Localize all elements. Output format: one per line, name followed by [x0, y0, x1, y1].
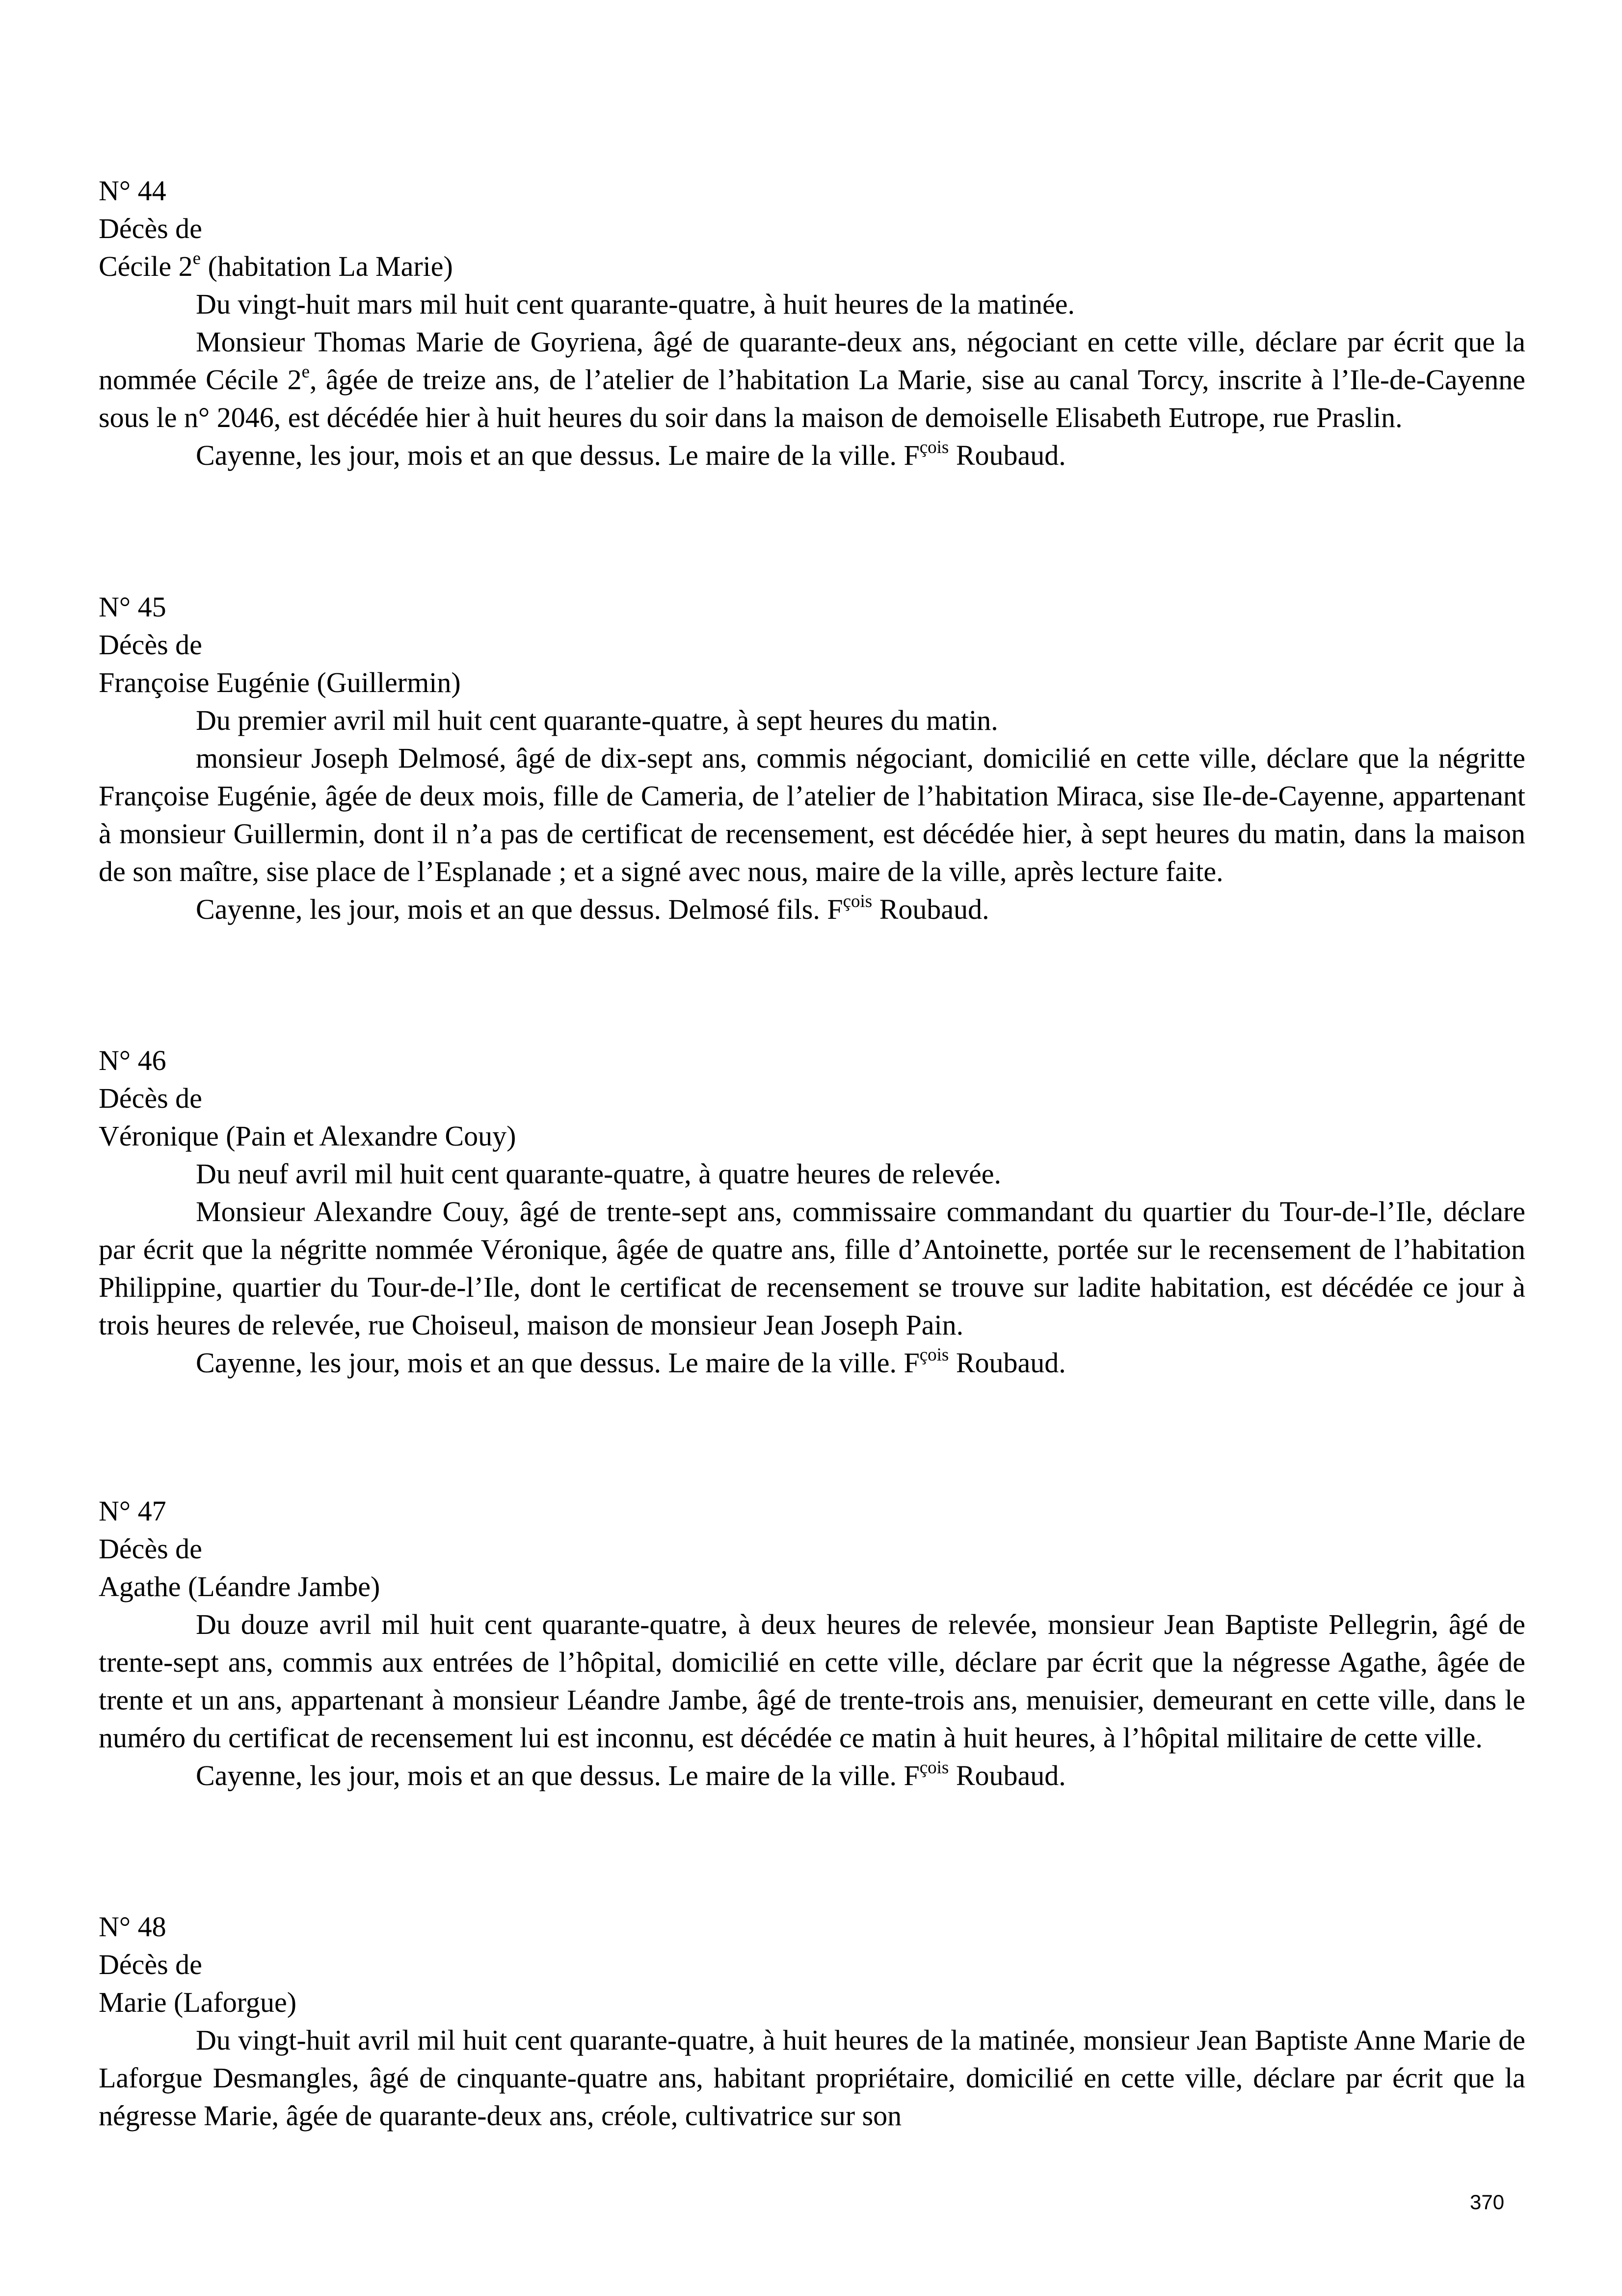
death-record-47: [99, 1492, 1525, 1794]
body-text-rest: , âgée de treize ans, de l’atelier de l’habitation La Marie, sise au canal Torcy, inscrite à l’Ile-de-Cayenne sous le n° 2046, est décédée hier à huit heures du soir dans la maison de demoiselle Elisabeth Eutrope, rue Praslin.: [99, 364, 1526, 433]
record-closing: [99, 1344, 1525, 1382]
closing-signature: Roubaud.: [949, 1760, 1066, 1791]
record-type: Décès de: [99, 1949, 202, 1980]
record-closing: [99, 436, 1525, 474]
record-number: N° 47: [99, 1495, 166, 1527]
closing-text: Cayenne, les jour, mois et an que dessus. Delmosé fils. F: [196, 893, 843, 925]
record-type: Décès de: [99, 1533, 202, 1565]
record-number: N° 45: [99, 591, 166, 623]
name-text-rest: (habitation La Marie): [201, 250, 453, 282]
page-number: 370: [1470, 2190, 1505, 2214]
name-superscript: e: [192, 248, 201, 268]
closing-superscript: çois: [843, 891, 873, 911]
record-name: Françoise Eugénie (Guillermin): [99, 667, 461, 698]
record-type: Décès de: [99, 629, 202, 661]
record-name: Agathe (Léandre Jambe): [99, 1571, 380, 1602]
death-record-45: [99, 588, 1525, 928]
record-number: N° 48: [99, 1911, 166, 1943]
record-date: Du premier avril mil huit cent quarante-quatre, à sept heures du matin.: [196, 704, 998, 736]
closing-text: Cayenne, les jour, mois et an que dessus. Le maire de la ville. F: [196, 1347, 920, 1379]
record-body: Du vingt-huit avril mil huit cent quarante-quatre, à huit heures de la matinée, monsieur Jean Baptiste Anne Marie de Laforgue Desmangles, âgé de cinquante-quatre ans, habitant propriétaire, domicilié en cette ville, déclare par écrit que la négresse Marie, âgée de quarante-deux ans, créole, cultivatrice sur son: [99, 2024, 1525, 2132]
closing-signature: Roubaud.: [949, 439, 1066, 471]
record-number: N° 44: [99, 175, 166, 207]
record-number: N° 46: [99, 1044, 166, 1076]
record-body: monsieur Joseph Delmosé, âgé de dix-sept ans, commis négociant, domicilié en cette ville, déclare que la négritte Françoise Eugénie, âgée de deux mois, fille de Cameria, de l’atelier de l’habitation Miraca, sise Ile-de-Cayenne, appartenant à monsieur Guillermin, dont il n’a pas de certificat de recensement, est décédée hier, à sept heures du matin, dans la maison de son maître, sise place de l’Esplanade ; et a signé avec nous, maire de la ville, après lecture faite.: [99, 742, 1525, 887]
record-closing: [99, 1757, 1525, 1794]
record-name: [99, 247, 1525, 285]
body-superscript: e: [301, 362, 310, 382]
record-date: Du neuf avril mil huit cent quarante-quatre, à quatre heures de relevée.: [196, 1158, 1001, 1190]
death-record-46: [99, 1041, 1525, 1382]
closing-text: Cayenne, les jour, mois et an que dessus. Le maire de la ville. F: [196, 1760, 920, 1791]
closing-signature: Roubaud.: [872, 893, 989, 925]
name-text: Cécile 2: [99, 250, 193, 282]
record-name: Véronique (Pain et Alexandre Couy): [99, 1120, 516, 1152]
closing-superscript: çois: [919, 1345, 949, 1365]
record-type: Décès de: [99, 1082, 202, 1114]
record-body: [99, 323, 1525, 436]
record-body: Du douze avril mil huit cent quarante-quatre, à deux heures de relevée, monsieur Jean Baptiste Pellegrin, âgé de trente-sept ans, commis aux entrées de l’hôpital, domicilié en cette ville, déclare par écrit que la négresse Agathe, âgée de trente et un ans, appartenant à monsieur Léandre Jambe, âgé de trente-trois ans, menuisier, demeurant en cette ville, dans le numéro du certificat de recensement lui est inconnu, est décédée ce matin à huit heures, à l’hôpital militaire de cette ville.: [99, 1608, 1525, 1754]
record-body: Monsieur Alexandre Couy, âgé de trente-sept ans, commissaire commandant du quartier du Tour-de-l’Ile, déclare par écrit que la négritte nommée Véronique, âgée de quatre ans, fille d’Antoinette, portée sur le recensement de l’habitation Philippine, quartier du Tour-de-l’Ile, dont le certificat de recensement se trouve sur ladite habitation, est décédée ce jour à trois heures de relevée, rue Choiseul, maison de monsieur Jean Joseph Pain.: [99, 1196, 1525, 1341]
body-text: Monsieur Thomas Marie de Goyriena, âgé de quarante-deux ans, négociant en cette ville, déclare par écrit que la nommée Cécile 2: [99, 326, 1525, 396]
record-name: Marie (Laforgue): [99, 1986, 297, 2018]
closing-superscript: çois: [919, 1758, 949, 1778]
record-type: Décès de: [99, 213, 202, 244]
death-record-48: [99, 1908, 1525, 2135]
closing-text: Cayenne, les jour, mois et an que dessus. Le maire de la ville. F: [196, 439, 920, 471]
record-closing: [99, 890, 1525, 928]
closing-superscript: çois: [919, 437, 949, 457]
record-date: Du vingt-huit mars mil huit cent quarante-quatre, à huit heures de la matinée.: [196, 288, 1075, 320]
closing-signature: Roubaud.: [949, 1347, 1066, 1379]
death-record-44: [99, 172, 1525, 474]
